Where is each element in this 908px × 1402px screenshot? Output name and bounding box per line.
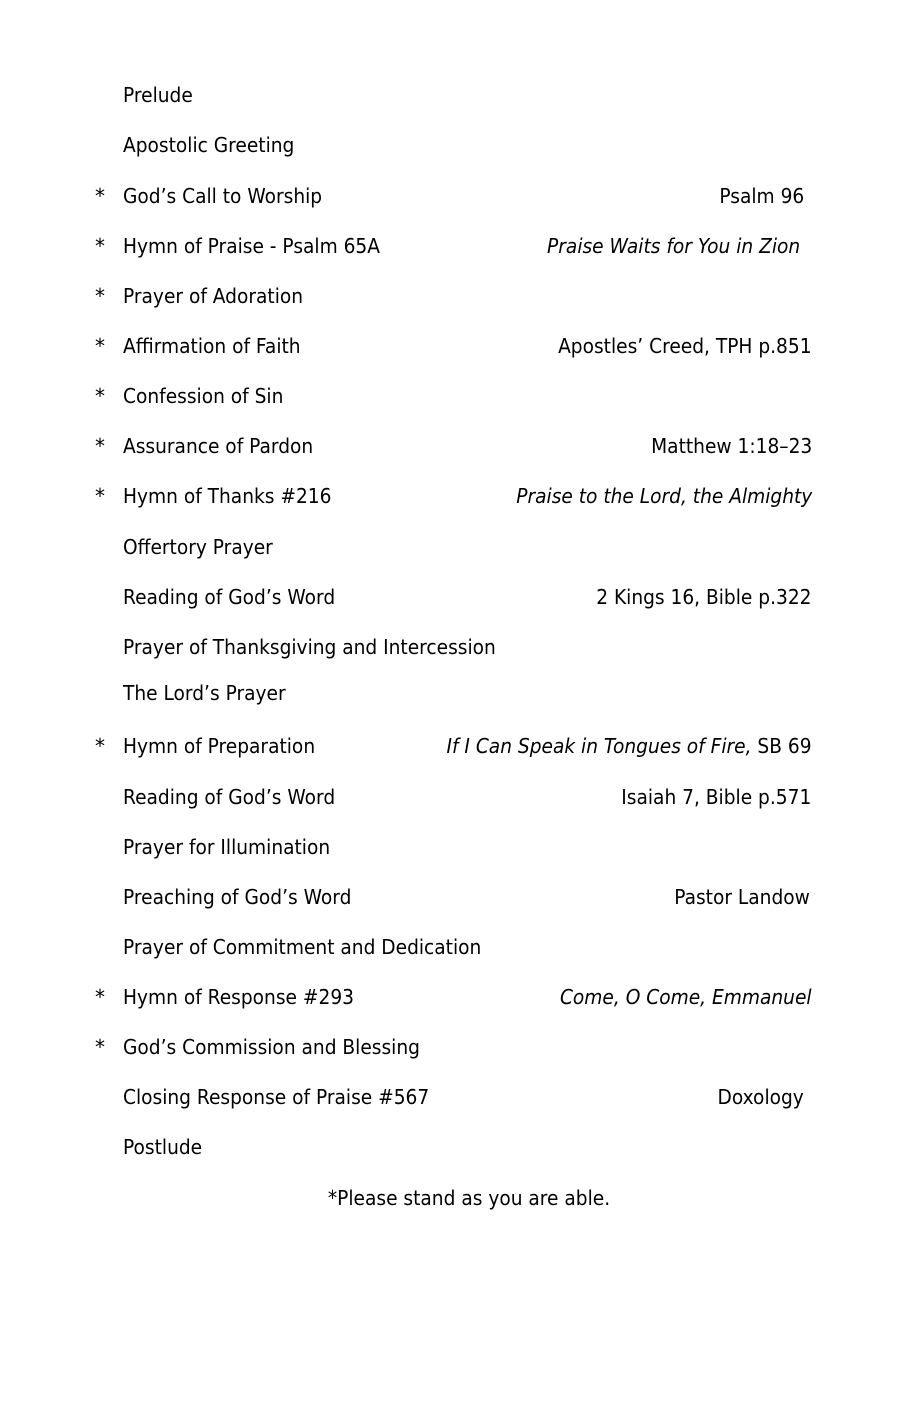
worship-item xyxy=(0,632,908,662)
worship-item-label: Hymn of Thanks #216 xyxy=(123,484,332,508)
worship-item xyxy=(0,882,908,912)
worship-item-detail xyxy=(621,782,811,812)
worship-item xyxy=(0,1032,908,1062)
worship-item-label: Prayer of Commitment and Dedication xyxy=(123,935,482,959)
worship-item-label: God’s Call to Worship xyxy=(123,184,323,208)
worship-item-label: Preaching of God’s Word xyxy=(123,885,352,909)
stand-marker: * xyxy=(95,1035,105,1059)
worship-item xyxy=(0,932,908,962)
hymn-title: If I Can Speak in Tongues of Fire, xyxy=(446,734,752,758)
worship-item-label: Apostolic Greeting xyxy=(123,133,295,157)
worship-item-label: Assurance of Pardon xyxy=(123,434,314,458)
worship-item-label: Confession of Sin xyxy=(123,384,284,408)
worship-item xyxy=(0,1132,908,1162)
worship-item-label: God’s Commission and Blessing xyxy=(123,1035,420,1059)
worship-item-detail xyxy=(718,1082,804,1112)
worship-item-label: Affirmation of Faith xyxy=(123,334,301,358)
stand-marker: * xyxy=(95,234,105,258)
worship-item xyxy=(0,481,908,511)
worship-item xyxy=(0,1082,908,1112)
stand-marker: * xyxy=(95,985,105,1009)
worship-item-label: Reading of God’s Word xyxy=(123,785,336,809)
worship-item-detail xyxy=(447,731,812,761)
stand-marker: * xyxy=(95,434,105,458)
detail-text: Apostles’ Creed, TPH p.851 xyxy=(558,334,812,358)
worship-item xyxy=(0,678,908,708)
worship-item-label: Prayer for Illumination xyxy=(123,835,331,859)
detail-text: Matthew 1:18–23 xyxy=(650,434,812,458)
worship-item-detail xyxy=(596,582,811,612)
worship-item xyxy=(0,731,908,761)
worship-item xyxy=(0,331,908,361)
worship-item-label: Reading of God’s Word xyxy=(123,585,336,609)
worship-item xyxy=(0,181,908,211)
worship-item-label: Hymn of Praise - Psalm 65A xyxy=(123,234,380,258)
worship-item-label: Prayer of Thanksgiving and Intercession xyxy=(123,635,496,659)
worship-item xyxy=(0,431,908,461)
worship-item-detail xyxy=(674,882,810,912)
worship-item xyxy=(0,532,908,562)
detail-text: 2 Kings 16, Bible p.322 xyxy=(595,585,811,609)
worship-item-label: Prayer of Adoration xyxy=(123,284,304,308)
worship-item-detail xyxy=(560,982,812,1012)
footnote: *Please stand as you are able. xyxy=(327,1186,611,1210)
detail-text: Psalm 96 xyxy=(719,184,804,208)
hymn-title: Praise to the Lord, the Almighty xyxy=(515,484,812,508)
stand-marker: * xyxy=(95,384,105,408)
detail-text: Doxology xyxy=(717,1085,804,1109)
worship-item-label: Closing Response of Praise #567 xyxy=(123,1085,430,1109)
worship-item-label: Postlude xyxy=(123,1135,203,1159)
worship-item-detail xyxy=(547,231,800,261)
worship-item xyxy=(0,782,908,812)
worship-item xyxy=(0,982,908,1012)
worship-item-detail xyxy=(559,331,812,361)
worship-item-detail xyxy=(719,181,804,211)
stand-marker: * xyxy=(95,484,105,508)
stand-marker: * xyxy=(95,184,105,208)
worship-item xyxy=(0,832,908,862)
worship-item-detail xyxy=(516,481,812,511)
hymn-title: Come, O Come, Emmanuel xyxy=(560,985,812,1009)
worship-item xyxy=(0,130,908,160)
worship-item-label: Prelude xyxy=(123,83,193,107)
worship-item xyxy=(0,80,908,110)
stand-marker: * xyxy=(95,334,105,358)
worship-item-detail xyxy=(651,431,812,461)
worship-item-label: Hymn of Preparation xyxy=(123,734,316,758)
stand-marker: * xyxy=(95,284,105,308)
worship-item-label: The Lord’s Prayer xyxy=(123,681,286,705)
detail-text: Isaiah 7, Bible p.571 xyxy=(621,785,811,809)
worship-item xyxy=(0,381,908,411)
worship-item xyxy=(0,231,908,261)
worship-item-label: Hymn of Response #293 xyxy=(123,985,354,1009)
hymn-title: Praise Waits for You in Zion xyxy=(546,234,800,258)
worship-item xyxy=(0,582,908,612)
worship-item-label: Offertory Prayer xyxy=(123,535,273,559)
songbook-reference: SB 69 xyxy=(751,734,812,758)
stand-marker: * xyxy=(95,734,105,758)
detail-text: Pastor Landow xyxy=(674,885,810,909)
worship-item xyxy=(0,281,908,311)
